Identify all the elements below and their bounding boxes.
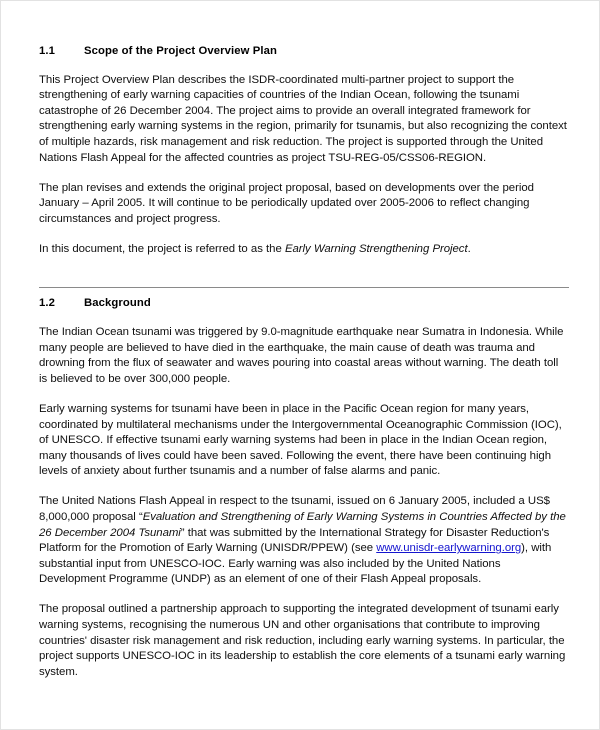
section-title: Background <box>84 297 151 310</box>
paragraph-background-4: The proposal outlined a partnership approach to supporting the integrated development of tsunami early warning systems, recognising the numerous UN and other organisations that contribute to improving countries' disaster risk management and risk reduction, including early warning systems. In particular, the project supports UNESCO-IOC in its leadership to establish the core elements of a tsunami early warning system. <box>39 603 566 678</box>
paragraph-background-1: The Indian Ocean tsunami was triggered by 9.0-magnitude earthquake near Sumatra in Indonesia. While many people are believed to have died in the earthquake, the main cause of death was trauma and drowning from the flux of seawater and waves pouring into coastal areas without warning. The death toll is believed to be over 300,000 people. <box>39 326 564 385</box>
paragraph-text-mid: ” that was submitted by the International Strategy for Disaster Reduction's Platform for the Promotion of Early Warning (UNISDR/PPEW) (see <box>39 526 550 555</box>
section-spacer <box>39 257 569 287</box>
section-divider <box>39 287 569 288</box>
paragraph-background-2: Early warning systems for tsunami have been in place in the Pacific Ocean region for many years, coordinated by multilateral mechanisms under the Intergovernmental Oceanographic Commission (IOC), of UNESCO. If effective tsunami early warning systems had been in place in the Indian Ocean region, many thousands of lives could have been saved. Following the event, there have been continuing high levels of anxiety about further tsunamis and a number of false alarms and panic. <box>39 402 562 478</box>
section-heading-1-1 <box>39 45 569 59</box>
proposal-title-emphasis: Evaluation and Strengthening of Early Warning Systems in Countries Affected by the 26 December 2004 Tsunami <box>39 510 566 539</box>
section-number: 1.2 <box>39 297 56 310</box>
project-name-emphasis: Early Warning Strengthening Project <box>284 242 468 255</box>
paragraph-scope-2: The plan revises and extends the original project proposal, based on developments over the period January – April 2005. It will continue to be periodically updated over 2005-2006 to reflect changing circumstances and project progress. <box>39 181 534 225</box>
unisdr-earlywarning-link[interactable]: www.unisdr-earlywarning.org <box>376 542 522 555</box>
paragraph-text-tail: . <box>467 242 471 255</box>
paragraph-scope-1: This Project Overview Plan describes the ISDR-coordinated multi-partner project to support the strengthening of early warning capacities of countries of the Indian Ocean, following the tsunami catastrophe of 26 December 2004. The project aims to provide an overall integrated framework for strengthening early warning systems in the region, primarily for tsunamis, but also recognizing the context of multiple hazards, risk management and risk reduction. The project is supported through the United Nations Flash Appeal for the affected countries as project TSU-REG-05/CSS06-REGION. <box>39 73 567 164</box>
paragraph-background-3 <box>39 494 569 588</box>
section-number: 1.1 <box>39 45 56 57</box>
section-background <box>39 287 569 680</box>
paragraph-scope-3 <box>39 242 569 258</box>
page-content <box>39 45 569 680</box>
paragraph-text-tail: ), with substantial input from UNESCO-IOC. Early warning was also included by the United Nations Development Programme (UNDP) as an element of one of their Flash Appeal proposals. <box>39 542 552 586</box>
section-heading-1-2 <box>39 297 569 311</box>
paragraph-text-lead: The United Nations Flash Appeal in respect to the tsunami, issued on 6 January 2005, included a US$ 8,000,000 proposal “ <box>39 495 550 523</box>
section-title: Scope of the Project Overview Plan <box>84 45 277 57</box>
paragraph-text-lead: In this document, the project is referred to as the <box>39 242 285 255</box>
section-scope <box>39 45 569 257</box>
